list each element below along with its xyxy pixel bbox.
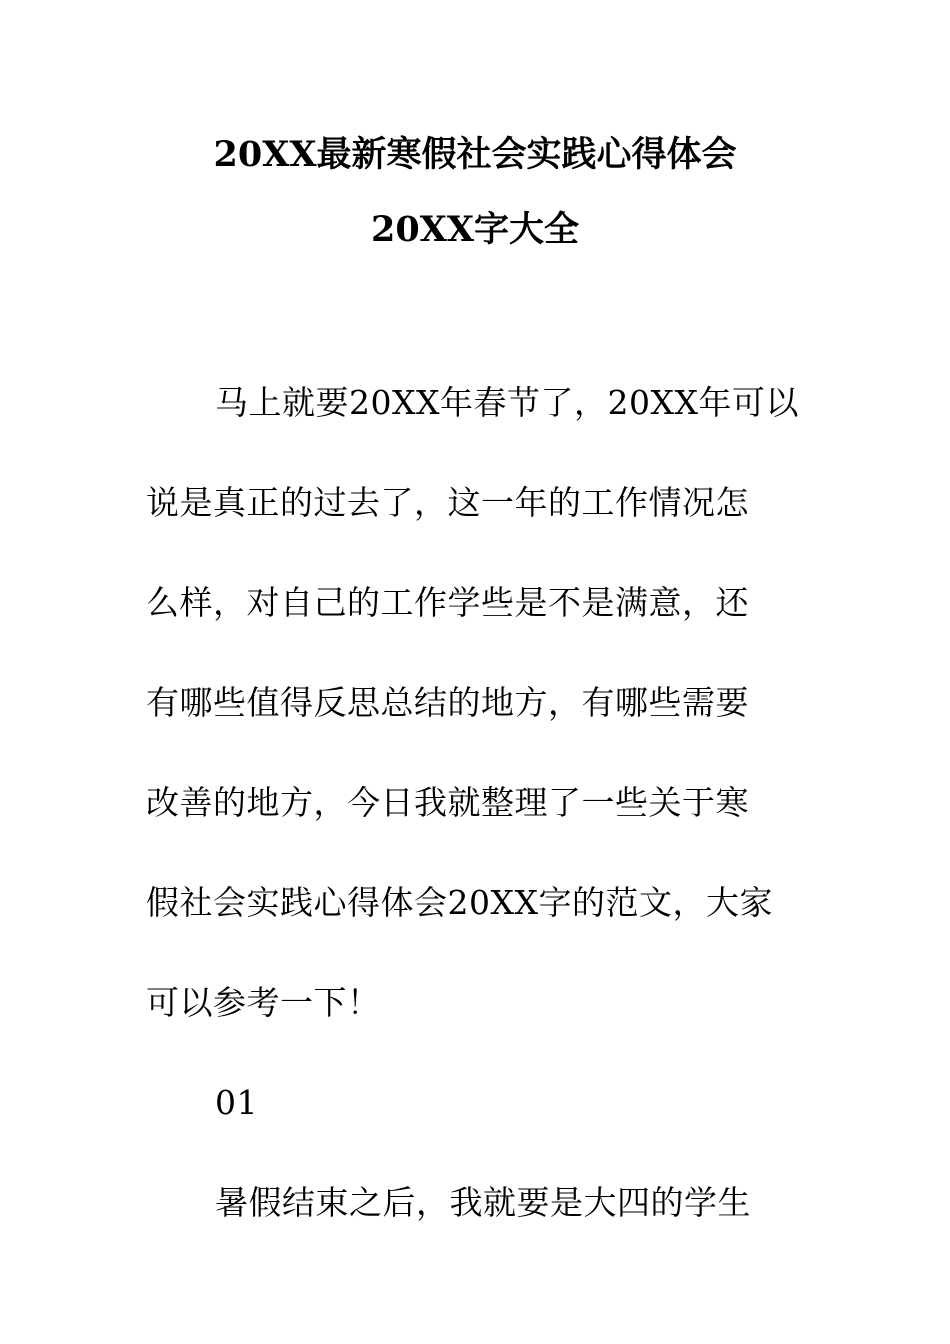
paragraph-line: 有哪些值得反思总结的地方，有哪些需要 <box>146 683 749 722</box>
paragraph-line: 说是真正的过去了，这一年的工作情况怎 <box>146 483 749 522</box>
section-first-line: 暑假结束之后，我就要是大四的学生 <box>215 1183 751 1222</box>
paragraph-line: 假社会实践心得体会20XX字的范文，大家 <box>146 883 773 922</box>
paragraph-line: 马上就要20XX年春节了，20XX年可以 <box>215 383 799 422</box>
paragraph-line: 改善的地方，今日我就整理了一些关于寒 <box>146 783 749 822</box>
paragraph-line: 么样，对自己的工作学些是不是满意，还 <box>146 583 749 622</box>
document-title-line-1: 20XX最新寒假社会实践心得体会 <box>213 134 737 175</box>
paragraph-line: 可以参考一下！ <box>146 983 381 1022</box>
document-title-line-2: 20XX字大全 <box>370 209 580 250</box>
section-number: 01 <box>215 1083 258 1122</box>
